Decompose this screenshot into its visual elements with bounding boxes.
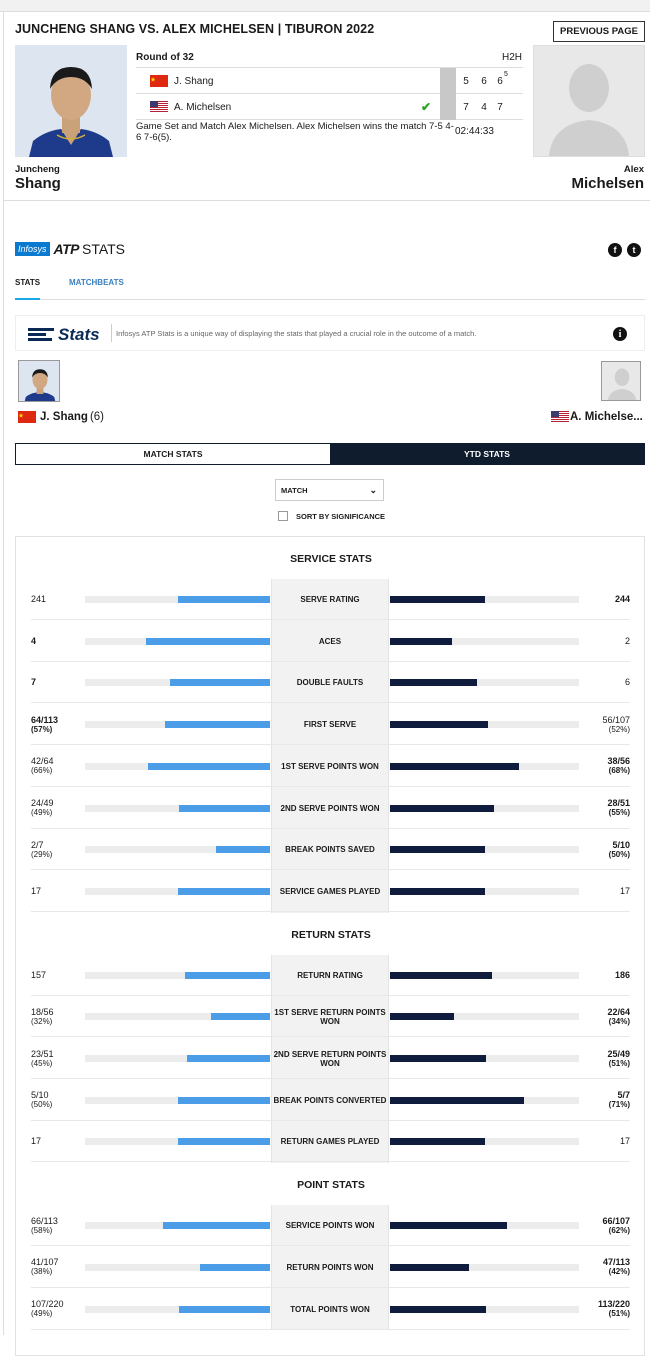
player1-value xyxy=(31,788,54,829)
stat-label: SERVICE GAMES PLAYED xyxy=(279,886,381,896)
player2-value xyxy=(607,746,630,787)
h2h-link[interactable]: H2H xyxy=(502,52,523,63)
player1-bar xyxy=(187,1055,270,1062)
china-flag-icon xyxy=(150,75,168,87)
player2-set3: 7 xyxy=(497,102,503,113)
player1-bar xyxy=(146,638,270,645)
player2-photo-placeholder xyxy=(533,45,645,157)
player2-bar-track xyxy=(390,596,579,603)
player1-bar-track xyxy=(85,721,270,728)
player1-value xyxy=(31,746,54,787)
player2-value xyxy=(609,1080,630,1121)
player1-pct: (50%) xyxy=(31,1100,53,1110)
player1-pct: (57%) xyxy=(31,724,53,734)
stat-row xyxy=(31,829,630,870)
player2-pct: (55%) xyxy=(608,808,630,817)
tab-matchbeats[interactable]: MATCHBEATS xyxy=(69,278,124,287)
player1-first-name: Juncheng xyxy=(15,164,60,175)
player2-value xyxy=(620,871,630,912)
match-page xyxy=(3,12,650,1335)
chevron-down-icon: ⌄ xyxy=(369,485,377,495)
player1-pct: (29%) xyxy=(31,849,53,859)
player1-bar-track xyxy=(85,763,270,770)
player2-pct: (68%) xyxy=(608,766,630,776)
player2-stat: 17 xyxy=(619,1136,630,1147)
player2-stat: 17 xyxy=(619,885,630,896)
stat-row xyxy=(31,662,630,703)
player2-bar xyxy=(390,763,519,770)
player2-bar xyxy=(390,596,485,603)
player1-photo xyxy=(15,45,127,157)
player1-bar xyxy=(211,1013,270,1020)
player1-value xyxy=(31,955,46,996)
player2-bar-track xyxy=(390,1138,579,1145)
player1-value xyxy=(31,704,58,745)
stat-row xyxy=(31,996,630,1037)
player1-stat: 7 xyxy=(31,677,37,688)
player1-bar-track xyxy=(85,846,270,853)
score-row-player2 xyxy=(136,94,523,120)
player2-bar-track xyxy=(390,1222,579,1229)
player2-bar-track xyxy=(390,1055,579,1062)
player2-stat: 244 xyxy=(614,594,630,604)
player1-bar xyxy=(165,721,270,728)
stat-label: 2ND SERVE RETURN POINTS WON xyxy=(273,1049,387,1068)
player1-pct: (66%) xyxy=(31,766,53,776)
player1-pct: (49%) xyxy=(31,808,53,817)
player1-thumbnail xyxy=(18,360,60,402)
player1-set1: 5 xyxy=(463,76,469,87)
player1-bar xyxy=(163,1222,270,1229)
player2-stat: 47/113 xyxy=(602,1257,630,1268)
stat-label: TOTAL POINTS WON xyxy=(290,1304,370,1314)
serve-indicator-column xyxy=(440,94,456,120)
player2-bar-track xyxy=(390,805,579,812)
player2-stat: 38/56 xyxy=(607,756,630,767)
stat-row xyxy=(31,1038,630,1079)
player2-set1: 7 xyxy=(463,102,469,113)
player1-value xyxy=(31,621,36,662)
player2-stat: 6 xyxy=(624,677,630,688)
player2-bar-track xyxy=(390,888,579,895)
player2-bar xyxy=(390,1013,454,1020)
player2-thumbnail-placeholder xyxy=(601,361,641,401)
player2-value xyxy=(615,579,630,620)
player1-pct: (32%) xyxy=(31,1016,53,1026)
divider xyxy=(4,200,650,201)
player1-bar-track xyxy=(85,1138,270,1145)
player1-stat: 64/113 xyxy=(31,714,59,725)
match-description: Game Set and Match Alex Michelsen. Alex Michelsen wins the match 7-5 4-6 7-6(5). xyxy=(136,121,454,143)
stats-info-bar xyxy=(15,315,645,351)
select-value: MATCH xyxy=(281,485,308,495)
player1-stat: 2/7 xyxy=(31,839,44,850)
player2-value xyxy=(607,1038,630,1079)
player1-value xyxy=(31,871,41,912)
player2-value xyxy=(602,1205,630,1246)
player1-bar-track xyxy=(85,596,270,603)
player1-value xyxy=(31,829,52,870)
player1-bar-track xyxy=(85,1264,270,1271)
player1-bar xyxy=(200,1264,270,1271)
player1-bar xyxy=(148,763,270,770)
player2-bar-track xyxy=(390,972,579,979)
info-icon[interactable]: i xyxy=(613,327,627,341)
player2-compare-name xyxy=(551,411,643,423)
player2-bar xyxy=(390,972,492,979)
player1-stat: 23/51 xyxy=(31,1048,54,1059)
stat-label: BREAK POINTS CONVERTED xyxy=(273,1095,387,1105)
player1-bar xyxy=(178,1138,271,1145)
player1-bar xyxy=(179,805,270,812)
stats-info-text: Infosys ATP Stats is a unique way of displaying the stats that played a crucial role in the outcome of a match. xyxy=(111,324,476,342)
player2-bar xyxy=(390,1097,524,1104)
player1-stat: 17 xyxy=(31,1136,42,1147)
stat-row xyxy=(31,955,630,996)
player2-first-name: Alex xyxy=(623,164,644,175)
stat-label: FIRST SERVE xyxy=(303,720,357,730)
player1-stat: 5/10 xyxy=(31,1090,49,1101)
player2-bar xyxy=(390,1055,486,1062)
player1-value xyxy=(31,996,54,1037)
player2-value xyxy=(620,1121,630,1162)
china-flag-icon xyxy=(18,411,36,423)
atp-logo: ATP xyxy=(53,241,79,257)
player2-stat: 56/107 xyxy=(602,714,630,725)
stats-logo xyxy=(28,325,100,345)
player2-bar xyxy=(390,1138,485,1145)
scoreboard xyxy=(136,67,523,120)
stat-label: 1ST SERVE RETURN POINTS WON xyxy=(274,1007,386,1026)
player2-bar-track xyxy=(390,721,579,728)
infosys-logo: Infosys xyxy=(15,242,50,256)
player2-value xyxy=(607,788,630,829)
stat-row xyxy=(31,1205,630,1246)
player1-pct: (49%) xyxy=(31,1309,53,1318)
stat-label: RETURN RATING xyxy=(297,970,363,980)
stat-label: ACES xyxy=(318,636,342,646)
player2-value xyxy=(609,829,630,870)
player1-stat: 157 xyxy=(31,969,47,980)
stat-row xyxy=(31,579,630,620)
player1-value xyxy=(31,1247,59,1288)
player1-bar xyxy=(178,1097,271,1104)
player1-stat: 42/64 xyxy=(31,756,54,767)
player2-pct: (50%) xyxy=(608,849,630,859)
stat-row xyxy=(31,1080,630,1121)
stats-scope-select[interactable] xyxy=(275,479,384,501)
player2-pct: (34%) xyxy=(608,1016,630,1026)
player1-value xyxy=(31,1080,52,1121)
player2-compare-short: A. Michelse... xyxy=(570,411,643,423)
player1-tiebreak: 5 xyxy=(504,71,508,78)
player1-bar xyxy=(185,972,270,979)
player1-bar-track xyxy=(85,679,270,686)
usa-flag-icon xyxy=(551,411,569,423)
player2-value xyxy=(625,662,630,703)
player1-value xyxy=(31,662,36,703)
player2-stat: 5/7 xyxy=(617,1090,630,1101)
player1-last-name: Shang xyxy=(15,175,61,192)
stat-label: SERVICE POINTS WON xyxy=(285,1221,375,1231)
usa-flag-icon xyxy=(150,101,168,113)
player1-stat: 241 xyxy=(31,594,47,604)
stat-row xyxy=(31,746,630,787)
player1-pct: (45%) xyxy=(31,1058,53,1068)
player2-value xyxy=(625,621,630,662)
player2-bar xyxy=(390,888,485,895)
player2-value xyxy=(602,704,630,745)
stat-row xyxy=(31,1289,630,1330)
player1-stat: 107/220 xyxy=(31,1299,64,1309)
player2-bar xyxy=(390,679,477,686)
player2-pct: (42%) xyxy=(608,1267,630,1277)
browser-top-strip xyxy=(0,0,650,12)
stat-label: SERVE RATING xyxy=(300,595,360,604)
match-title: JUNCHENG SHANG VS. ALEX MICHELSEN | TIBURON 2022 xyxy=(15,22,375,36)
round-label: Round of 32 xyxy=(136,52,194,63)
player2-value xyxy=(615,955,630,996)
player1-bar-track xyxy=(85,1222,270,1229)
player1-bar-track xyxy=(85,638,270,645)
player2-pct: (52%) xyxy=(608,724,630,734)
winner-check-icon: ✔ xyxy=(421,100,432,114)
player1-bar-track xyxy=(85,888,270,895)
previous-page-button[interactable]: PREVIOUS PAGE xyxy=(553,21,645,42)
stat-label: DOUBLE FAULTS xyxy=(296,678,364,688)
serve-indicator-column xyxy=(440,68,456,94)
player1-bar-track xyxy=(85,1097,270,1104)
section-title: RETURN STATS xyxy=(291,928,371,941)
player1-stat: 4 xyxy=(31,635,37,646)
player2-value xyxy=(598,1289,630,1330)
player2-stat: 22/64 xyxy=(607,1006,630,1017)
player2-pct: (51%) xyxy=(608,1309,630,1318)
player2-bar xyxy=(390,1222,507,1229)
tab-stats[interactable]: STATS xyxy=(15,278,40,300)
stat-label: RETURN GAMES PLAYED xyxy=(280,1137,380,1147)
player2-pct: (62%) xyxy=(608,1225,630,1235)
player1-value xyxy=(31,1038,54,1079)
player2-bar xyxy=(390,721,488,728)
player1-bar xyxy=(216,846,270,853)
player1-stat: 18/56 xyxy=(31,1006,54,1017)
ytd-stats-toggle[interactable]: YTD STATS xyxy=(330,444,644,464)
match-stats-toggle[interactable]: MATCH STATS xyxy=(16,444,330,464)
player2-bar-track xyxy=(390,846,579,853)
player2-bar-track xyxy=(390,679,579,686)
player1-stat: 24/49 xyxy=(31,798,54,808)
stat-label: 1ST SERVE POINTS WON xyxy=(281,761,379,771)
player1-set3: 6 xyxy=(497,76,503,87)
player1-bar-track xyxy=(85,972,270,979)
player1-bar-track xyxy=(85,1306,270,1313)
player2-bar-track xyxy=(390,1013,579,1020)
stats-logo-word: Stats xyxy=(58,325,100,344)
player2-bar-track xyxy=(390,1264,579,1271)
player2-stat: 5/10 xyxy=(612,839,630,850)
stat-row xyxy=(31,871,630,912)
section-title: POINT STATS xyxy=(297,1179,365,1192)
player2-bar xyxy=(390,638,452,645)
player2-stat: 28/51 xyxy=(607,798,630,808)
stat-label: RETURN POINTS WON xyxy=(286,1262,374,1272)
player2-bar-track xyxy=(390,638,579,645)
player1-pct: (38%) xyxy=(31,1267,53,1277)
player2-stat: 2 xyxy=(624,635,630,646)
stat-label: 2ND SERVE POINTS WON xyxy=(280,803,380,813)
player2-stat: 66/107 xyxy=(602,1215,630,1226)
player2-stat: 113/220 xyxy=(597,1299,630,1309)
player1-stat: 41/107 xyxy=(31,1257,59,1268)
player1-value xyxy=(31,1205,58,1246)
player2-bar xyxy=(390,846,485,853)
stat-row xyxy=(31,621,630,662)
player1-stat: 66/113 xyxy=(31,1215,58,1226)
stats-toggle xyxy=(15,443,645,465)
player2-pct: (71%) xyxy=(608,1100,630,1110)
player1-seed: (6) xyxy=(89,411,104,423)
sort-checkbox[interactable] xyxy=(278,511,288,521)
player1-bar xyxy=(178,596,271,603)
twitter-icon[interactable]: t xyxy=(627,243,641,257)
player2-bar-track xyxy=(390,763,579,770)
player1-bar xyxy=(170,679,270,686)
player2-bar-track xyxy=(390,1306,579,1313)
stats-wordmark: STATS xyxy=(81,241,126,257)
player1-bar-track xyxy=(85,1055,270,1062)
player2-set2: 4 xyxy=(481,102,487,113)
infosys-atp-stats-logo xyxy=(15,241,125,257)
player1-pct: (58%) xyxy=(31,1225,53,1235)
stats-tabs xyxy=(15,278,645,300)
player1-short-name[interactable]: J. Shang xyxy=(174,76,214,87)
player2-bar xyxy=(390,1264,469,1271)
player1-bar xyxy=(179,1306,270,1313)
player2-bar xyxy=(390,805,494,812)
player2-value xyxy=(603,1247,630,1288)
stats-lines-icon xyxy=(28,327,56,343)
stat-row xyxy=(31,1121,630,1162)
player1-compare-name xyxy=(18,411,104,423)
stat-row xyxy=(31,788,630,829)
player2-value xyxy=(607,996,630,1037)
section-title: SERVICE STATS xyxy=(290,553,372,565)
player2-bar-track xyxy=(390,1097,579,1104)
sort-label: SORT BY SIGNIFICANCE xyxy=(296,511,386,521)
stat-row xyxy=(31,1247,630,1288)
facebook-icon[interactable]: f xyxy=(608,243,622,257)
sort-by-significance[interactable] xyxy=(278,511,385,521)
player2-stat: 186 xyxy=(614,969,630,980)
player2-last-name: Michelsen xyxy=(571,175,644,192)
player2-stat: 25/49 xyxy=(607,1048,630,1059)
player2-short-name[interactable]: A. Michelsen xyxy=(174,102,232,113)
player2-pct: (51%) xyxy=(608,1058,630,1068)
player1-value xyxy=(31,1289,64,1330)
player1-value xyxy=(31,1121,41,1162)
score-row-player1 xyxy=(136,68,523,94)
player1-compare-short: J. Shang xyxy=(40,411,88,423)
match-duration: 02:44:33 xyxy=(455,126,494,137)
stats-table xyxy=(15,536,645,1356)
player1-bar-track xyxy=(85,805,270,812)
player1-bar xyxy=(178,888,271,895)
player1-stat: 17 xyxy=(31,885,42,896)
player1-bar-track xyxy=(85,1013,270,1020)
player2-bar xyxy=(390,1306,486,1313)
player1-value xyxy=(31,579,46,620)
stat-label: BREAK POINTS SAVED xyxy=(285,845,375,855)
player1-set2: 6 xyxy=(481,76,487,87)
stat-row xyxy=(31,704,630,745)
